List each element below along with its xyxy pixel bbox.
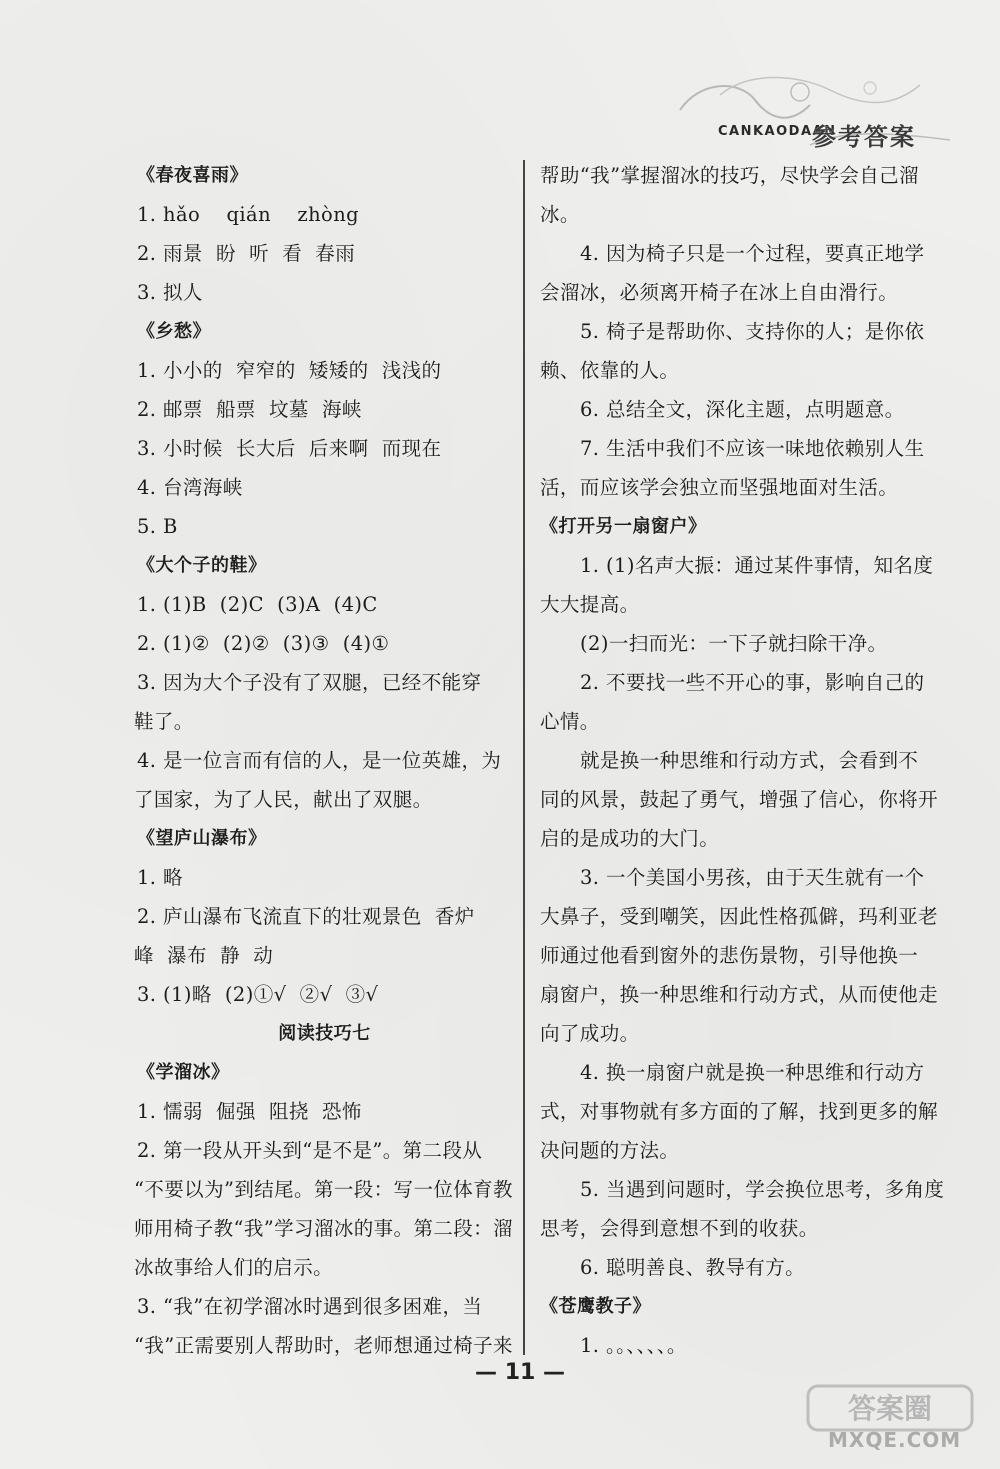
watermark-url: MXQE.COM — [828, 1428, 962, 1452]
right-column-line: 大鼻子，受到嘲笑，因此性格孤僻，玛利亚老 — [540, 905, 939, 928]
left-column-heading: 阅读技巧七 — [278, 1023, 371, 1044]
right-column-line: 帮助“我”掌握溜冰的技巧，尽快学会自己溜 — [540, 164, 919, 187]
left-column-line: 4. 台湾海峡 — [137, 476, 243, 499]
right-column-line: 思考，会得到意想不到的收获。 — [540, 1217, 819, 1240]
left-column — [134, 156, 513, 1365]
left-column-line: 2. 雨景 盼 听 看 春雨 — [137, 242, 356, 265]
right-column-line: 4. 换一扇窗户就是换一种思维和行动方 — [580, 1061, 925, 1084]
right-column-line: 活，而应该学会独立而坚强地面对生活。 — [540, 476, 899, 499]
watermark-logo-text: 答案圈 — [847, 1392, 933, 1425]
right-column-line: 会溜冰，必须离开椅子在冰上自由滑行。 — [540, 281, 899, 304]
right-column-line: 同的风景，鼓起了勇气，增强了信心，你将开 — [540, 788, 939, 811]
right-column-line: 式，对事物就有多方面的了解，找到更多的解 — [540, 1100, 939, 1123]
right-column-line: 2. 不要找一些不开心的事，影响自己的 — [580, 671, 925, 694]
left-column-line: 2. 第一段从开头到“是不是”。第二段从 — [137, 1139, 483, 1162]
left-column-line: 了国家，为了人民，献出了双腿。 — [134, 788, 433, 811]
left-column-line: 1. hǎo qián zhòng — [137, 203, 360, 226]
column-divider — [523, 160, 525, 1355]
right-column-line: 6. 聪明善良、教导有方。 — [580, 1256, 806, 1279]
right-column-line: (2)一扫而光：一下子就扫除干净。 — [580, 632, 888, 655]
right-column-heading: 《苍鹰教子》 — [540, 1296, 651, 1317]
right-column-line: 1. (1)名声大振：通过某件事情，知名度 — [580, 554, 934, 577]
right-column-heading: 《打开另一扇窗户》 — [540, 516, 707, 537]
right-column-line: 5. 当遇到问题时，学会换位思考，多角度 — [580, 1178, 945, 1201]
right-column-line: 赖、依靠的人。 — [540, 359, 680, 382]
left-column-line: 1. 懦弱 倔强 阻挠 恐怖 — [137, 1100, 362, 1123]
left-column-line: 鞋了。 — [134, 710, 194, 733]
left-column-line: 3. 拟人 — [137, 281, 203, 304]
right-column-line: 启的是成功的大门。 — [540, 827, 720, 850]
right-column-line: 冰。 — [540, 203, 580, 226]
left-column-line: 1. 略 — [137, 866, 183, 889]
left-column-line: 2. 庐山瀑布飞流直下的壮观景色 香炉 — [137, 905, 475, 928]
right-column-line: 决问题的方法。 — [540, 1139, 680, 1162]
right-column-line: 扇窗户，换一种思维和行动方式，从而使他走 — [540, 983, 939, 1006]
left-column-heading: 《学溜冰》 — [137, 1062, 230, 1083]
left-column-line: 3. (1)略 (2)①√ ②√ ③√ — [137, 983, 379, 1006]
right-column-line: 6. 总结全文，深化主题，点明题意。 — [580, 398, 905, 421]
left-column-heading: 《望庐山瀑布》 — [137, 828, 267, 849]
left-column-heading: 《乡愁》 — [137, 321, 211, 342]
right-column-line: 3. 一个美国小男孩，由于天生就有一个 — [580, 866, 925, 889]
left-column-line: 师用椅子教“我”学习溜冰的事。第二段：溜 — [134, 1217, 513, 1240]
left-column-line: 峰 瀑布 静 动 — [134, 944, 274, 967]
left-column-heading: 《大个子的鞋》 — [137, 555, 267, 576]
page-number: — 11 — — [475, 1360, 565, 1385]
left-column-line: “不要以为”到结尾。第一段：写一位体育教 — [134, 1178, 513, 1201]
left-column-line: 1. (1)B (2)C (3)A (4)C — [137, 593, 378, 616]
page-number-value: 11 — [504, 1360, 536, 1385]
right-column-line: 就是换一种思维和行动方式，会看到不 — [580, 749, 919, 772]
right-column-line: 5. 椅子是帮助你、支持你的人；是你依 — [580, 320, 925, 343]
left-column-line: 2. (1)② (2)② (3)③ (4)① — [137, 632, 390, 655]
header-latin: CANKAODAAN — [718, 124, 837, 139]
right-column — [540, 156, 950, 1365]
right-column-line: 向了成功。 — [540, 1022, 640, 1045]
header-title: 参考答案 — [812, 123, 916, 151]
left-column-line: 2. 邮票 船票 坟墓 海峡 — [137, 398, 362, 421]
left-column-line: 冰故事给人们的启示。 — [134, 1256, 334, 1279]
right-column-line: 1. 。。、、、、。 — [580, 1334, 687, 1357]
left-column-line: 3. 小时候 长大后 后来啊 而现在 — [137, 437, 442, 460]
right-column-line: 大大提高。 — [540, 593, 640, 616]
right-column-line: 心情。 — [540, 710, 600, 733]
left-column-line: 4. 是一位言而有信的人，是一位英雄，为 — [137, 749, 502, 772]
right-column-line: 7. 生活中我们不应该一味地依赖别人生 — [580, 437, 925, 460]
left-column-line: 3. “我”在初学溜冰时遇到很多困难，当 — [137, 1295, 483, 1318]
left-column-heading: 《春夜喜雨》 — [137, 165, 248, 186]
left-column-line: 5. B — [137, 515, 178, 538]
right-column-line: 4. 因为椅子只是一个过程，要真正地学 — [580, 242, 925, 265]
left-column-line: “我”正需要别人帮助时，老师想通过椅子来 — [134, 1334, 513, 1357]
right-column-line: 师通过他看到窗外的悲伤景物，引导他换一 — [540, 944, 919, 967]
left-column-line: 3. 因为大个子没有了双腿，已经不能穿 — [137, 671, 482, 694]
left-column-line: 1. 小小的 窄窄的 矮矮的 浅浅的 — [137, 359, 442, 382]
